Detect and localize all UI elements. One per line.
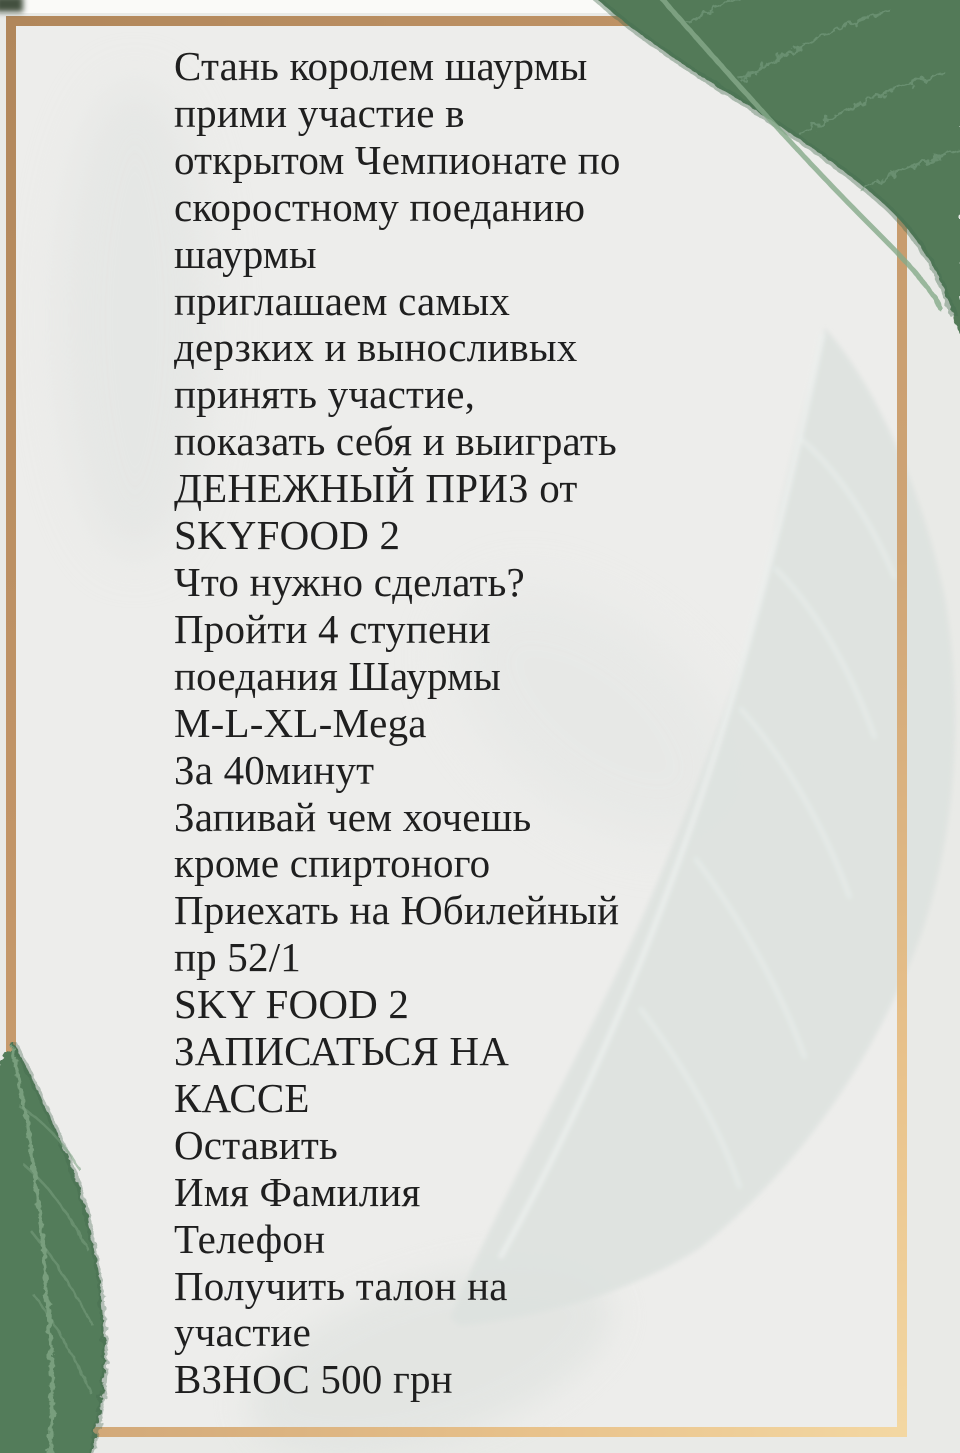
leaf-sliver-top-left	[0, 0, 23, 12]
text-line: ЗАПИСАТЬСЯ НА	[174, 1028, 510, 1075]
text-line: Оставить	[174, 1121, 338, 1168]
text-line: За 40минут	[174, 746, 375, 793]
text-line: пр 52/1	[174, 934, 301, 981]
text-line: Что нужно сделать?	[174, 558, 525, 605]
text-line: показать себя и выиграть	[174, 418, 617, 465]
text-line: поедания Шаурмы	[174, 652, 501, 699]
text-line: прими участие в	[174, 89, 465, 136]
text-line: принять участие,	[174, 371, 476, 418]
text-line: M-L-XL-Mega	[174, 699, 427, 746]
text-line: Стань королем шаурмы	[174, 43, 588, 89]
green-leaf-bottom-left	[0, 1035, 142, 1453]
text-line: скоростному поеданию	[174, 183, 586, 230]
text-line: участие	[174, 1309, 311, 1356]
text-line: SKYFOOD 2	[174, 512, 401, 559]
text-line: КАССЕ	[174, 1074, 310, 1121]
text-line: Пройти 4 ступени	[174, 605, 491, 652]
text-line: Запивай чем хочешь	[174, 793, 532, 840]
text-line: Приехать на Юбилейный	[174, 887, 620, 934]
text-line: шаурмы	[174, 230, 317, 277]
green-leaf-top-right	[470, 0, 960, 355]
text-line: ВЗНОС 500 грн	[174, 1356, 453, 1403]
text-line: Имя Фамилия	[174, 1168, 421, 1215]
text-line: Получить талон на	[174, 1262, 508, 1309]
text-line: ДЕНЕЖНЫЙ ПРИЗ от	[174, 465, 578, 512]
text-line: приглашаем самых	[174, 277, 511, 324]
text-line: дерзких и выносливых	[174, 324, 578, 371]
text-line: Телефон	[174, 1215, 326, 1262]
text-line: SKY FOOD 2	[174, 981, 410, 1028]
text-line: кроме спиртоного	[174, 840, 491, 887]
text-line: открытом Чемпионате по	[174, 136, 621, 183]
